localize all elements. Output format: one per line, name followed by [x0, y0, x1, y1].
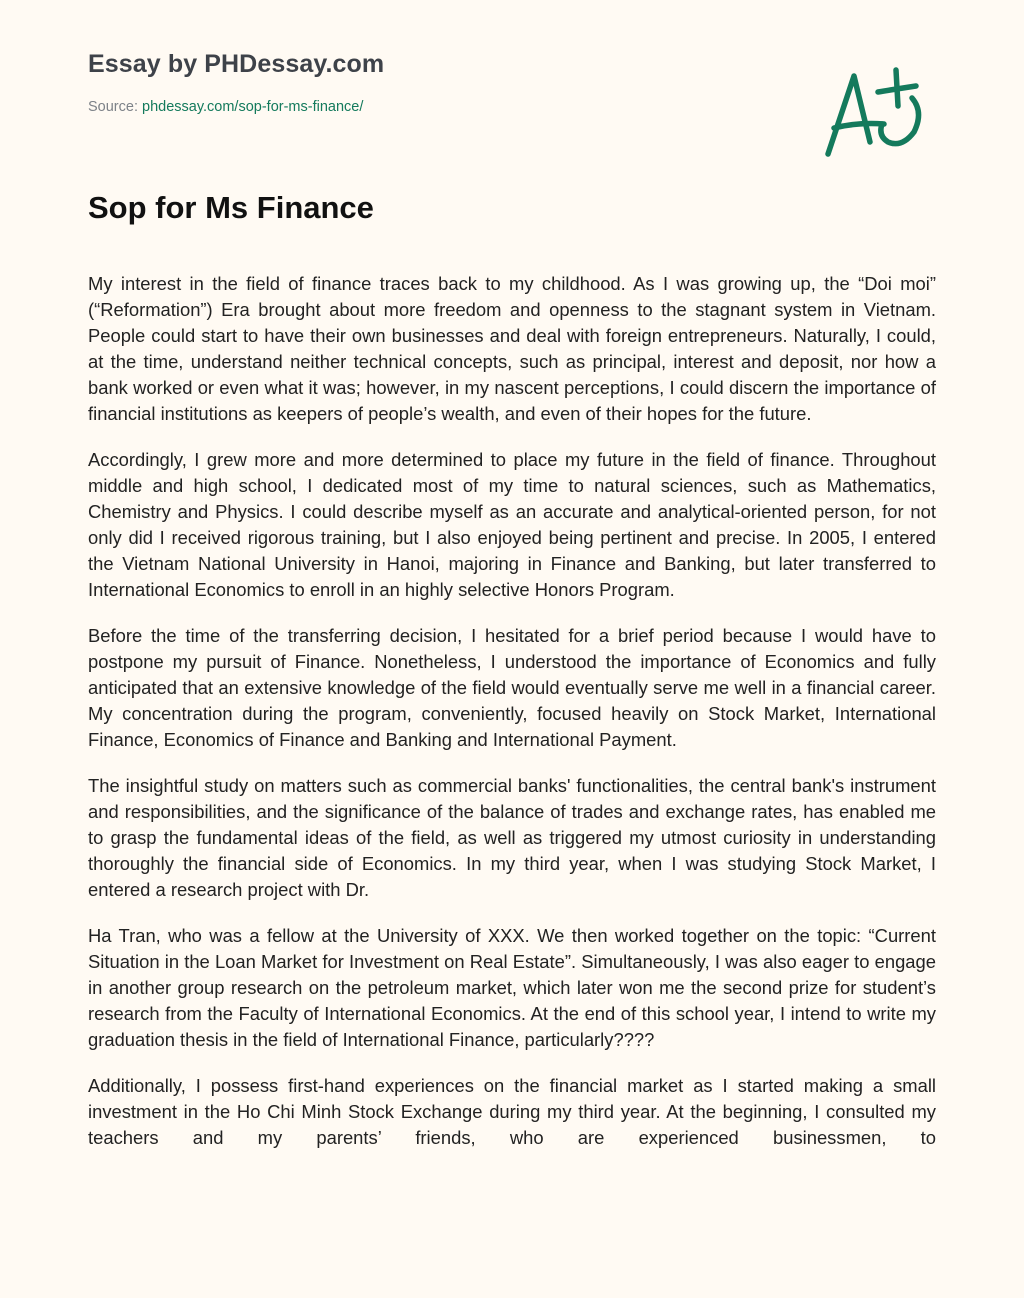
source-line	[88, 99, 384, 115]
paragraph: Accordingly, I grew more and more determined to place my future in the field of finance. Throughout middle and high school, I dedicated most of my time to natural sciences, such as Mathematics, Chemistry and Physics. I could describe myself as an accurate and analytical-oriented person, for not only did I received rigorous training, but I also enjoyed being pertinent and precise. In 2005, I entered the Vietnam National University in Hanoi, majoring in Finance and Banking, but later transferred to International Economics to enroll in an highly selective Honors Program.	[88, 449, 936, 600]
source-label: Source:	[88, 99, 138, 115]
paragraph: The insightful study on matters such as commercial banks' functionalities, the central bank's instrument and responsibilities, and the significance of the balance of trades and exchange rates, has enabled me to grasp the fundamental ideas of the field, as well as triggered my utmost curiosity in understanding thoroughly the financial side of Economics. In my third year, when I was studying Stock Market, I entered a research project with Dr.	[88, 775, 936, 900]
essay-body	[88, 271, 936, 1171]
document-title: Sop for Ms Finance	[88, 190, 374, 225]
paragraph: My interest in the field of finance traces back to my childhood. As I was growing up, the “Doi moi” (“Reformation”) Era brought about more freedom and openness to the stagnant system in Vietnam. People could start to have their own businesses and deal with foreign entrepreneurs. Naturally, I could, at the time, understand neither technical concepts, such as principal, interest and deposit, nor how a bank worked or even what it was; however, in my nascent perceptions, I could discern the importance of financial institutions as keepers of people’s wealth, and even of their hopes for the future.	[88, 273, 936, 424]
paragraph: Before the time of the transferring decision, I hesitated for a brief period because I would have to postpone my pursuit of Finance. Nonetheless, I understood the importance of Economics and fully anticipated that an extensive knowledge of the field would eventually serve me well in a financial career. My concentration during the program, conveniently, focused heavily on Stock Market, International Finance, Economics of Finance and Banking and International Payment.	[88, 625, 936, 750]
paragraph: Ha Tran, who was a fellow at the University of XXX. We then worked together on the topic: “Current Situation in the Loan Market for Investment on Real Estate”. Simultaneously, I was also eager to engage in another group research on the petroleum market, which later won me the second prize for student’s research from the Faculty of International Economics. At the end of this school year, I intend to write my graduation thesis in the field of International Finance, particularly????	[88, 925, 936, 1050]
site-header	[88, 50, 384, 115]
source-link[interactable]: phdessay.com/sop-for-ms-finance/	[142, 99, 364, 115]
a-plus-grade-icon	[820, 62, 930, 162]
paragraph: Additionally, I possess first-hand experiences on the financial market as I started making a small investment in the Ho Chi Minh Stock Exchange during my third year. At the beginning, I consulted my teachers and my parents’ friends, who are experienced businessmen, to	[88, 1075, 936, 1148]
site-title: Essay by PHDessay.com	[88, 50, 385, 78]
